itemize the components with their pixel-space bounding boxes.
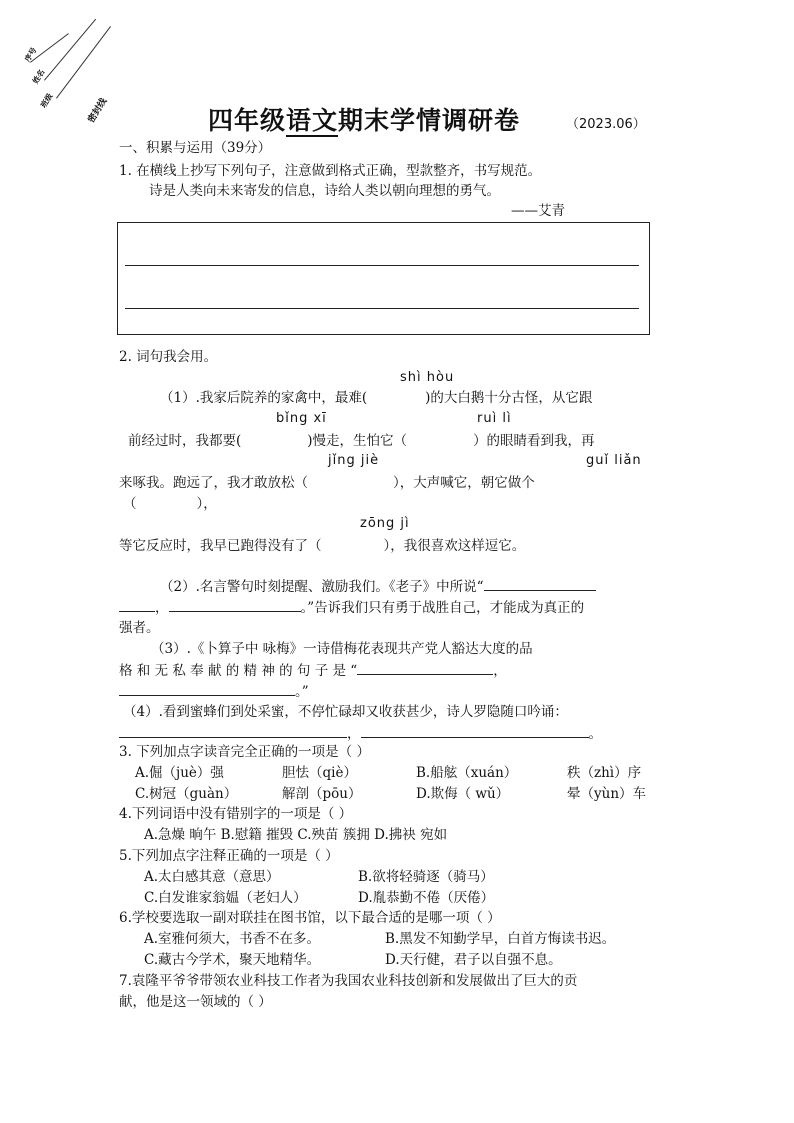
- copy-line-2[interactable]: [125, 308, 639, 309]
- pinyin-zongji: zōng jì: [360, 516, 410, 531]
- q2-part2-line1: （2）.名言警句时刻提醒、激励我们。《老子》中所说“: [160, 577, 596, 596]
- q2-part2-line2: ， 。”告诉我们只有勇于战胜自己，才能成为真正的: [119, 598, 584, 617]
- q3-option-d1[interactable]: D.欺侮（ wǔ）: [416, 786, 510, 802]
- pinyin-shihou: shì hòu: [400, 370, 455, 385]
- q3-option-a1[interactable]: A.倔（juè）强: [135, 765, 224, 781]
- copy-line-1[interactable]: [125, 265, 639, 266]
- q5-stem: 5.下列加点字注释正确的一项是（ ）: [119, 848, 339, 864]
- q2-part2-line3: 强者。: [119, 620, 160, 636]
- q2-part3-line1: （3）.《卜算子中 咏梅》一诗借梅花表现共产党人豁达大度的品: [151, 641, 533, 657]
- q3-option-a2: 胆怯（qiè）: [282, 765, 357, 781]
- q2-sentence-4: （ ），: [123, 496, 217, 512]
- section-heading: 一、积累与运用（39分）: [119, 140, 272, 156]
- q2-sentence-3: 来啄我。跑远了，我才敢放松（ ），大声喊它，朝它做个: [119, 475, 535, 491]
- corner-line-2: [44, 19, 96, 81]
- blank-fengpoem-1[interactable]: [119, 724, 347, 738]
- q2-sentence-2: 前经过时，我都要( )慢走，生怕它（ ）的眼睛看到我，再: [128, 433, 595, 449]
- blank-laozi-3[interactable]: [169, 598, 301, 612]
- q5-option-b[interactable]: B.欲将轻骑逐（骑马）: [358, 869, 494, 885]
- q1-stem: 1. 在横线上抄写下列句子，注意做到格式正确，型款整齐，书写规范。: [119, 163, 542, 179]
- q2-part4-line1: （4）.看到蜜蜂们到处采蜜，不停忙碌却又收获甚少，诗人罗隐随口吟诵：: [123, 704, 568, 720]
- blank-laozi-2[interactable]: [119, 598, 155, 612]
- pinyin-ruili: ruì lì: [477, 411, 512, 426]
- q2-sentence-1: （1）.我家后院养的家禽中，最难( )的大白鹅十分古怪，从它跟: [160, 390, 593, 406]
- seat-label: 序号: [22, 45, 39, 64]
- q2-part3-line3: 。”: [119, 682, 309, 701]
- q3-option-b1[interactable]: B.船舷（xuán）: [416, 765, 518, 781]
- q4-options[interactable]: A.急燥 晌午 B.慰籍 摧毁 C.殃苗 簇拥 D.拂袂 宛如: [144, 827, 448, 843]
- q3-option-c2: 解剖（pōu）: [282, 786, 362, 802]
- q2-part3-line2: 格 和 无 私 奉 献 的 精 神 的 句 子 是 “ ，: [119, 663, 507, 679]
- blank-yongmei-2[interactable]: [119, 682, 295, 696]
- school-label: 班级: [38, 91, 55, 110]
- q5-option-d[interactable]: D.胤恭勤不倦（厌倦）: [358, 890, 495, 906]
- q6-stem: 6.学校要选取一副对联挂在图书馆，以下最合适的是哪一项（ ）: [119, 910, 501, 926]
- q4-stem: 4.下列词语中没有错别字的一项是（ ）: [119, 806, 353, 822]
- q6-option-b[interactable]: B.黑发不知勤学早，白首方悔读书迟。: [385, 931, 616, 947]
- name-label: 姓名: [30, 67, 47, 86]
- q3-option-d2: 晕（yùn）车: [567, 786, 647, 802]
- q2-part4-line2: ， 。: [119, 724, 602, 743]
- q3-option-b2: 秩（zhì）序: [567, 765, 642, 781]
- seal-text: 密封线: [86, 96, 110, 125]
- pinyin-jingjie: jǐng jiè: [328, 453, 380, 468]
- q5-option-a[interactable]: A.太白感其意（意思）: [144, 869, 280, 885]
- blank-yongmei-1[interactable]: [357, 661, 493, 675]
- q1-author: ——艾青: [511, 203, 565, 219]
- blank-laozi-1[interactable]: [484, 577, 596, 591]
- pinyin-bingxi: bǐng xī: [276, 411, 327, 426]
- q7-line2: 献，他是这一领域的（ ）: [119, 994, 272, 1010]
- q2-sentence-5: 等它反应时，我早已跑得没有了（ ），我很喜欢这样逗它。: [119, 538, 526, 554]
- q1-quote: 诗是人类向未来寄发的信息，诗给人类以朝向理想的勇气。: [149, 183, 500, 199]
- q3-option-c1[interactable]: C.树冠（guàn）: [135, 786, 238, 802]
- pinyin-guilian: guǐ liǎn: [586, 453, 642, 468]
- q6-option-d[interactable]: D.天行健，君子以自强不息。: [385, 952, 562, 968]
- q3-stem: 3. 下列加点字读音完全正确的一项是（ ）: [119, 744, 370, 760]
- q2-stem: 2. 词句我会用。: [119, 349, 218, 365]
- q6-option-a[interactable]: A.室雅何须大，书香不在多。: [144, 931, 321, 947]
- q7-line1: 7.袁隆平爷爷带领农业科技工作者为我国农业科技创新和发展做出了巨大的贡: [119, 973, 578, 989]
- q5-option-c[interactable]: C.白发谁家翁媪（老妇人）: [144, 890, 307, 906]
- exam-date: （2023.06）: [566, 117, 646, 132]
- q6-option-c[interactable]: C.藏古今学术，聚天地精华。: [144, 952, 321, 968]
- blank-fengpoem-2[interactable]: [361, 724, 589, 738]
- copy-box: [117, 222, 650, 335]
- page-title: 四年级语文期末学情调研卷: [208, 106, 521, 135]
